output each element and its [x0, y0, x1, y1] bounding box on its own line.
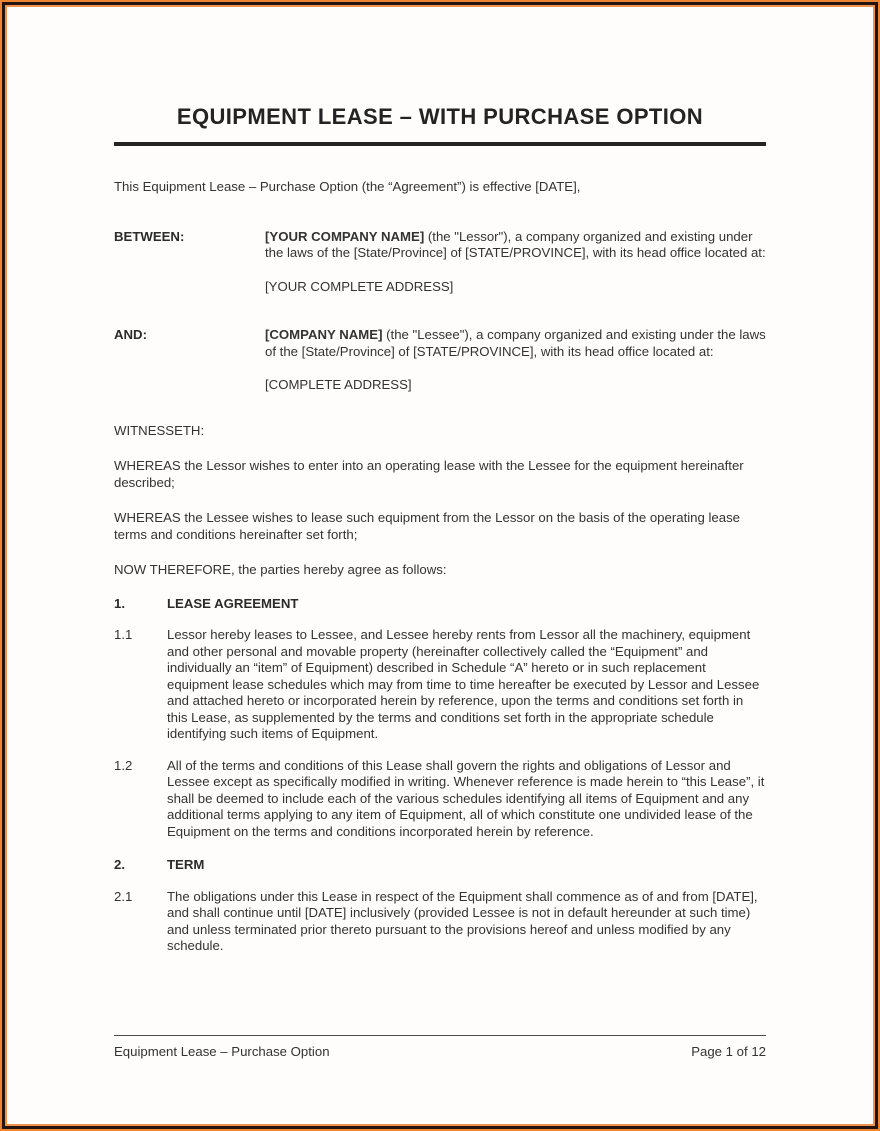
section-heading-text: TERM	[167, 857, 205, 872]
party-description-text: (the "Lessee"), a company organized and existing under the laws of the [State/Province] of [STATE/PROVINCE], with its head office located at:	[265, 327, 766, 359]
party-description-text: (the "Lessor"), a company organized and existing under the laws of the [State/Province] of [STATE/PROVINCE], with its head office located at:	[265, 228, 766, 260]
section-number: 2.	[114, 857, 125, 872]
party-description	[265, 229, 766, 262]
section-heading-text: LEASE AGREEMENT	[167, 595, 299, 611]
party-address: [YOUR COMPLETE ADDRESS]	[265, 278, 454, 294]
page-title: EQUIPMENT LEASE – WITH PURCHASE OPTION	[176, 104, 704, 129]
clause-text: All of the terms and conditions of this Lease shall govern the rights and obligations of Lessor and Lessee except as specifically modified in writing. Whenever reference is made herein to “this Lease”, it shall be deemed to include each of the various schedules identifying all items of Equipment and any additional terms applying to any item of Equipment, all of which constitute one undivided lease of the Equipment on the terms and conditions incorporated herein by reference.	[167, 757, 765, 839]
document-page	[5, 5, 875, 1126]
footer-page-number: Page 1 of 12	[691, 1044, 766, 1059]
page-footer	[114, 1035, 766, 1061]
section-number: 1.	[114, 595, 125, 611]
clause-text: The obligations under this Lease in respect of the Equipment shall commence as of and from [DATE], and shall continue until [DATE] inclusively (provided Lessee is not in default hereunder at such time) and unless terminated prior thereto pursuant to the provisions hereof and unless modified by any schedule.	[167, 888, 758, 953]
party-address: [COMPLETE ADDRESS]	[265, 377, 412, 392]
clause-number: 1.2	[114, 757, 133, 773]
party-block-and	[114, 327, 766, 394]
party-body	[265, 327, 766, 394]
party-label-between: BETWEEN:	[114, 228, 185, 244]
clause-1-2	[114, 758, 766, 841]
clause-2-1	[114, 889, 766, 955]
clause-number: 2.1	[114, 888, 133, 904]
party-name-placeholder: [YOUR COMPANY NAME]	[265, 228, 425, 244]
recital-whereas-1: WHEREAS the Lessor wishes to enter into an operating lease with the Lessee for the equipment hereinafter described;	[114, 458, 744, 490]
party-body	[265, 229, 766, 296]
clause-text: Lessor hereby leases to Lessee, and Lessee hereby rents from Lessor all the machinery, equipment and other personal and movable property (hereinafter collectively called the “Equipment” and individually an “item” of Equipment) described in Schedule “A” hereto or in such replacement equipment lease schedules which may from time to time hereafter be executed by Lessor and Lessee and attached hereto or incorporated herein by reference, upon the terms and conditions set forth in this Lease, as supplemented by the terms and conditions set forth in the appropriate schedule identifying such items of Equipment.	[167, 627, 760, 741]
footer-row	[114, 1036, 766, 1061]
intro-paragraph: This Equipment Lease – Purchase Option (the “Agreement”) is effective [DATE],	[114, 179, 581, 194]
witnesseth-heading: WITNESSETH:	[114, 422, 205, 438]
title-rule	[114, 142, 766, 146]
footer-document-title: Equipment Lease – Purchase Option	[114, 1044, 330, 1059]
section-heading-term	[114, 857, 766, 874]
document-frame-inner	[2, 2, 878, 1129]
section-heading-lease-agreement	[114, 596, 766, 613]
recital-now-therefore: NOW THEREFORE, the parties hereby agree as follows:	[114, 562, 447, 577]
clause-1-1	[114, 627, 766, 743]
recital-whereas-2: WHEREAS the Lessee wishes to lease such equipment from the Lessor on the basis of the operating lease terms and conditions hereinafter set forth;	[114, 510, 741, 542]
party-block-between	[114, 229, 766, 296]
party-description	[265, 327, 766, 360]
party-name-placeholder: [COMPANY NAME]	[265, 327, 383, 342]
clause-number: 1.1	[114, 627, 133, 642]
party-label-and: AND:	[114, 327, 147, 342]
